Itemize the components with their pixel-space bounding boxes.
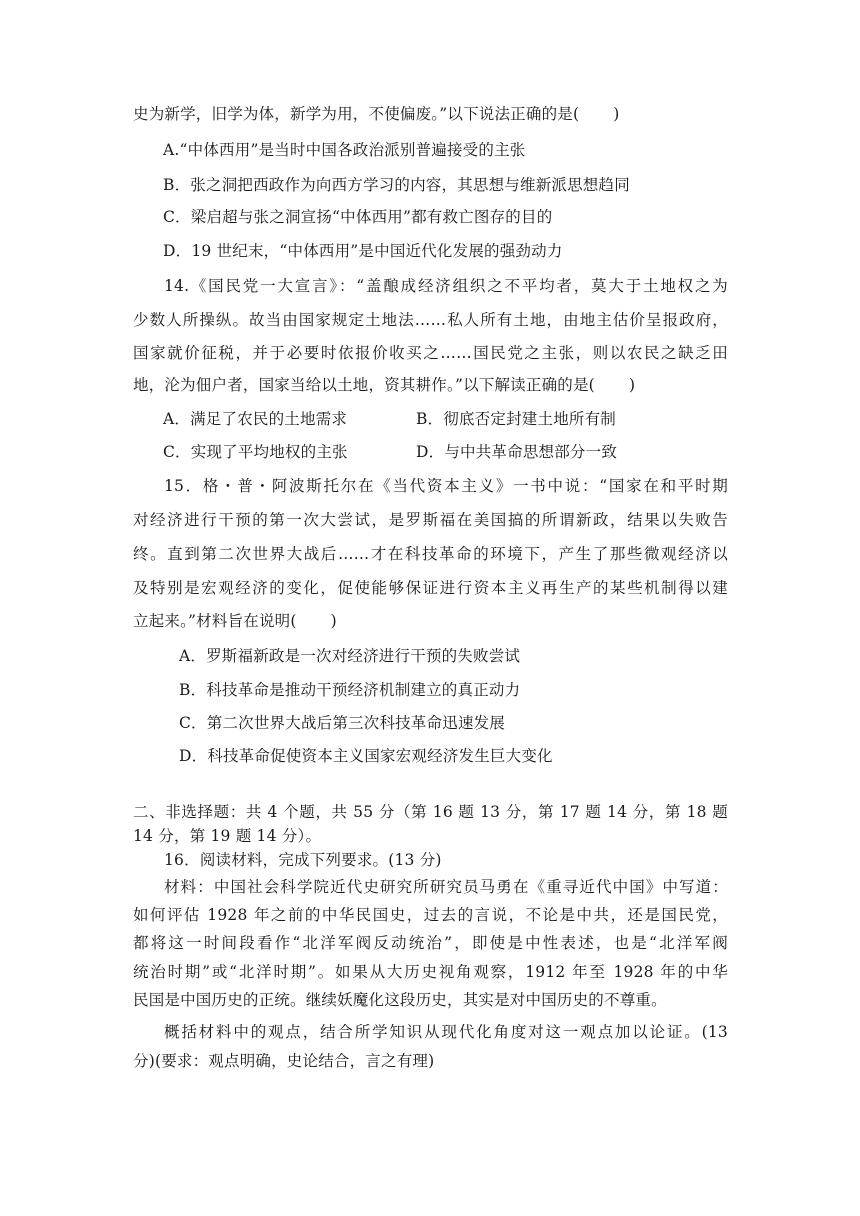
q15-option-b: B．科技革命是推动干预经济机制建立的真正动力 — [179, 681, 521, 699]
q15-stem-line-3: 终。直到第二次世界大战后……才在科技革命的环境下，产生了那些微观经济以 — [133, 545, 728, 563]
q14-stem-last: 地，沦为佃户者，国家当给以土地，资其耕作。”以下解读正确的是( ) — [133, 376, 636, 394]
q14-stem-line-2: 少数人所操纵。故当由国家规定土地法……私人所有土地，由地主估价呈报政府， — [133, 311, 728, 329]
q15-stem-line-2: 对经济进行干预的第一次大尝试，是罗斯福在美国搞的所谓新政，结果以失败告 — [133, 511, 728, 529]
q14-option-a: A．满足了农民的土地需求 — [163, 410, 348, 428]
q16-task-line-2: 分)(要求：观点明确，史论结合，言之有理) — [133, 1052, 435, 1070]
q13-option-d: D．19 世纪末，“中体西用”是中国近代化发展的强劲动力 — [163, 242, 563, 260]
q13-stem-tail: 史为新学，旧学为体，新学为用，不使偏废。”以下说法正确的是( ) — [133, 105, 620, 123]
q16-material-line-4: 统治时期”或“北洋时期”。如果从大历史视角观察，1912 年至 1928 年的中华 — [133, 963, 728, 981]
q16-title: 16．阅读材料，完成下列要求。(13 分) — [164, 851, 442, 869]
q16-material-last: 民国是中国历史的正统。继续妖魔化这段历史，其实是对中国历史的不尊重。 — [133, 991, 667, 1009]
q15-stem-last: 立起来。”材料旨在说明( ) — [133, 612, 337, 630]
q14-option-b: B．彻底否定封建土地所有制 — [416, 410, 616, 428]
q16-material-line-3: 都将这一时间段看作“北洋军阀反动统治”，即使是中性表述，也是“北洋军阀 — [133, 934, 728, 952]
q15-option-d: D．科技革命促使资本主义国家宏观经济发生巨大变化 — [179, 747, 553, 765]
q14-option-d: D．与中共革命思想部分一致 — [416, 443, 618, 461]
q16-material-line-1: 材料：中国社会科学院近代史研究所研究员马勇在《重寻近代中国》中写道： — [164, 878, 728, 896]
q15-option-c: C．第二次世界大战后第三次科技革命迅速发展 — [179, 714, 506, 732]
q13-option-a: A.“中体西用”是当时中国各政治派别普遍接受的主张 — [163, 141, 526, 159]
q15-option-a: A．罗斯福新政是一次对经济进行干预的失败尝试 — [179, 647, 521, 665]
section-heading-line-1: 二、非选择题：共 4 个题，共 55 分（第 16 题 13 分，第 17 题 14 分，第 18 题 — [133, 803, 728, 821]
q15-stem-line-1: 15．格・普・阿波斯托尔在《当代资本主义》一书中说：“国家在和平时期 — [164, 477, 728, 495]
q13-option-b: B．张之洞把西政作为向西方学习的内容，其思想与维新派思想趋同 — [163, 176, 630, 194]
section-heading-line-2: 14 分，第 19 题 14 分）。 — [133, 827, 322, 845]
q16-task-line-1: 概括材料中的观点，结合所学知识从现代化角度对这一观点加以论证。(13 — [164, 1023, 728, 1041]
q16-material-line-2: 如何评估 1928 年之前的中华民国史，过去的言说，不论是中共，还是国民党， — [133, 906, 728, 924]
q14-option-c: C．实现了平均地权的主张 — [163, 443, 348, 461]
q13-option-c: C．梁启超与张之洞宣扬“中体西用”都有救亡图存的目的 — [163, 208, 553, 226]
q15-stem-line-4: 及特别是宏观经济的变化，促使能够保证进行资本主义再生产的某些机制得以建 — [133, 579, 728, 597]
q14-stem-line-3: 国家就价征税，并于必要时依报价收买之……国民党之主张，则以农民之缺乏田 — [133, 344, 728, 362]
q14-stem-line-1: 14.《国民党一大宣言》：“盖酿成经济组织之不平均者，莫大于土地权之为 — [164, 277, 728, 295]
